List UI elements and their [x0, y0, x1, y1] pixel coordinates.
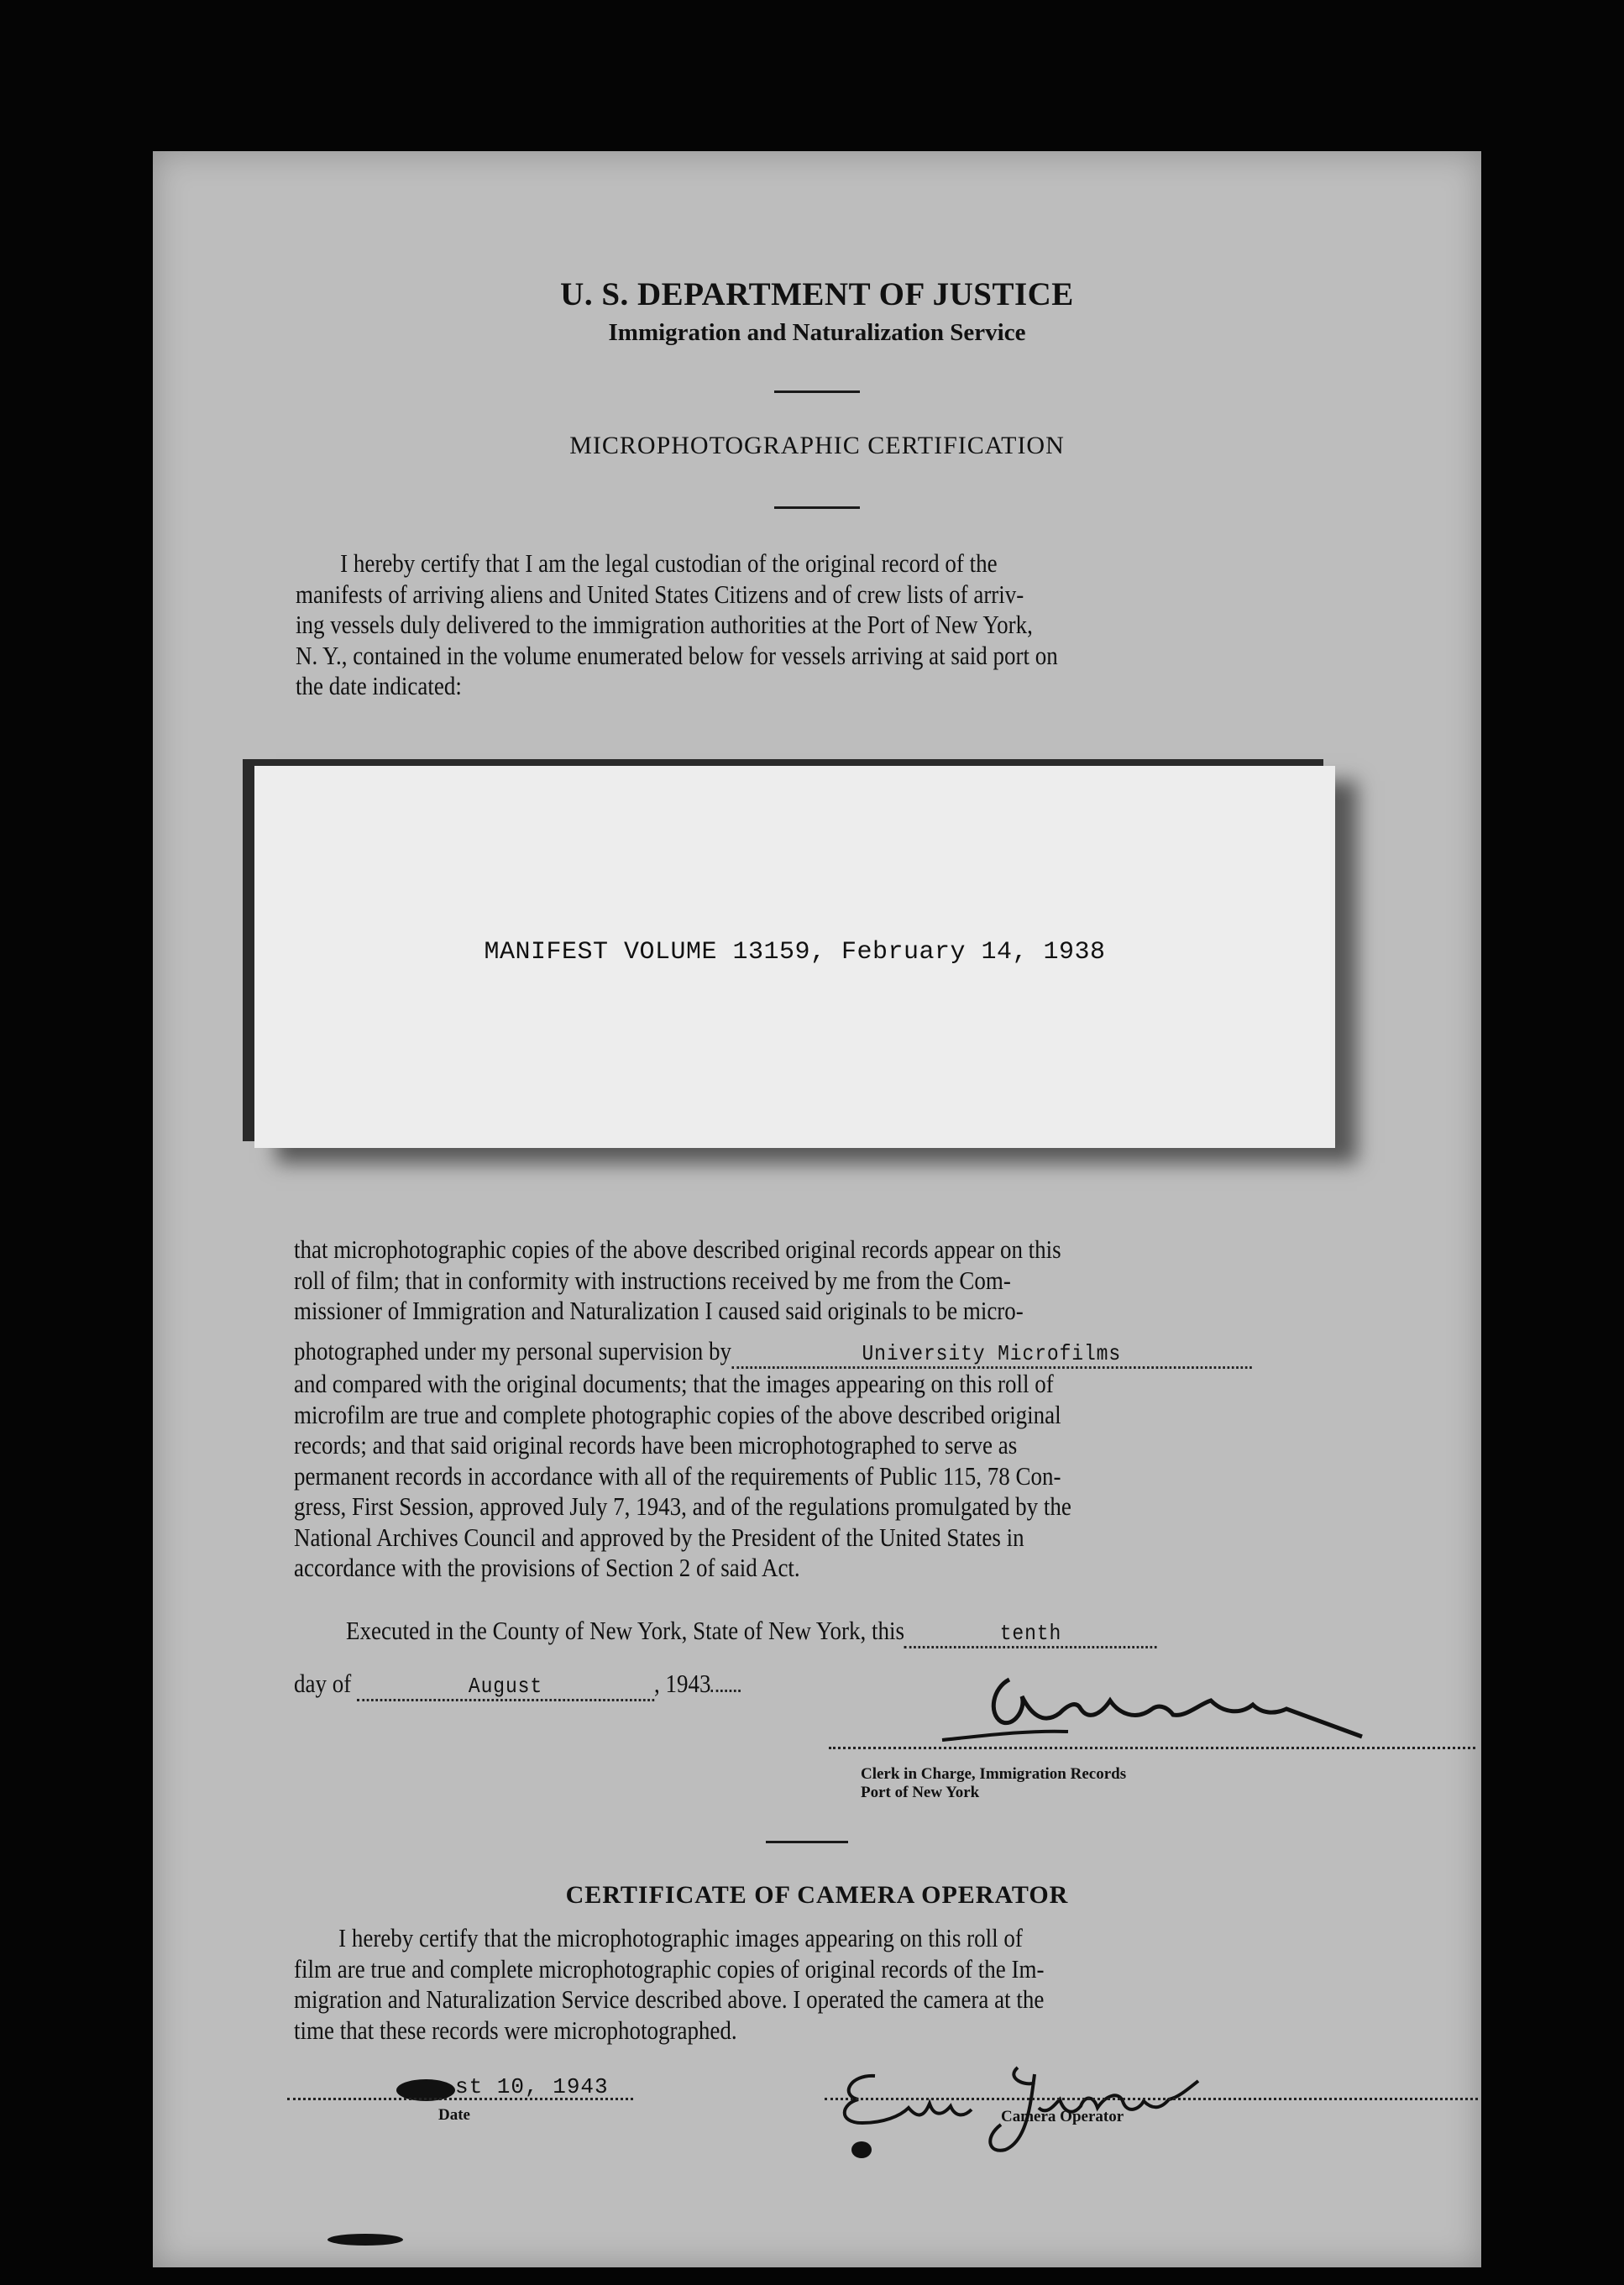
ink-mark [851, 2141, 872, 2158]
intro-line: N. Y., contained in the volume enumerated below for vessels arriving at said port on [296, 641, 1058, 670]
camera-line: I hereby certify that the microphotographic images appearing on this roll of [338, 1924, 1023, 1952]
department-heading: U. S. DEPARTMENT OF JUSTICE [560, 276, 1074, 312]
divider [774, 390, 860, 393]
executed-line [346, 1617, 1157, 1648]
supervision-field [731, 1337, 1252, 1369]
manifest-volume-text: MANIFEST VOLUME 13159, February 14, 1938 [484, 938, 1106, 967]
body-line: that microphotographic copies of the above described original records appear on this [294, 1235, 1061, 1264]
film-mark [327, 2234, 403, 2246]
month-value: August [468, 1674, 543, 1699]
operator-label: Camera Operator [1001, 2108, 1124, 2125]
body-line: roll of film; that in conformity with instructions received by me from the Com- [294, 1266, 1011, 1295]
body-line: accordance with the provisions of Section 2 of said Act. [294, 1554, 800, 1582]
month-field [357, 1669, 654, 1701]
executed-prefix: Executed in the County of New York, State of New York, this [346, 1617, 905, 1645]
day-value: tenth [999, 1621, 1062, 1646]
day-prefix: day of [294, 1669, 352, 1698]
year-text: , 1943 [653, 1669, 711, 1698]
operator-line [825, 2098, 1478, 2100]
day-field [904, 1617, 1157, 1648]
body-line: microfilm are true and complete photographic copies of the above described original [294, 1400, 1061, 1429]
clerk-signature [909, 1663, 1379, 1755]
clerk-title [861, 1765, 1126, 1802]
camera-date-value: st 10, 1943 [455, 2074, 609, 2099]
certification-title: MICROPHOTOGRAPHIC CERTIFICATION [569, 432, 1065, 459]
date-label: Date [438, 2106, 470, 2124]
body-paragraph-continued [294, 1369, 1349, 1584]
camera-line: film are true and complete microphotographic copies of original records of the Im- [294, 1954, 1045, 1984]
body-paragraph [294, 1234, 1349, 1327]
intro-paragraph [296, 548, 1346, 702]
camera-line: migration and Naturalization Service described above. I operated the camera at the [294, 1985, 1045, 2014]
intro-line: manifests of arriving aliens and United States Citizens and of crew lists of arriv- [296, 579, 1024, 609]
supervision-prefix: photographed under my personal supervision by [294, 1337, 732, 1365]
divider [766, 1841, 848, 1843]
body-line: gress, First Session, approved July 7, 1943, and of the regulations promulgated by the [294, 1492, 1071, 1521]
intro-line: the date indicated: [296, 672, 462, 700]
body-line: National Archives Council and approved by the President of the United States in [294, 1522, 1024, 1552]
intro-line: I hereby certify that I am the legal custodian of the original record of the [340, 549, 998, 578]
service-subheading: Immigration and Naturalization Service [608, 319, 1026, 346]
camera-paragraph [294, 1923, 1349, 2046]
body-line: records; and that said original records have been microphotographed to serve as [294, 1431, 1018, 1460]
certificate-sheet [153, 151, 1481, 2267]
body-line: and compared with the original documents; that the images appearing on this roll of [294, 1370, 1054, 1398]
date-line [287, 2098, 633, 2100]
clerk-office-line: Port of New York [861, 1784, 980, 1801]
intro-line: ing vessels duly delivered to the immigration authorities at the Port of New York, [296, 611, 1033, 639]
supervision-value: University Microfilms [862, 1341, 1122, 1366]
body-line: permanent records in accordance with all of the requirements of Public 115, 78 Con- [294, 1461, 1061, 1491]
supervision-line [294, 1337, 1349, 1369]
manifest-volume-card [254, 766, 1335, 1148]
divider [774, 506, 860, 509]
camera-certificate-title: CERTIFICATE OF CAMERA OPERATOR [565, 1881, 1069, 1909]
clerk-title-line: Clerk in Charge, Immigration Records [861, 1765, 1127, 1783]
date-line [294, 1669, 741, 1701]
clerk-signature-line [829, 1747, 1475, 1749]
body-line: missioner of Immigration and Naturalization I caused said originals to be micro- [294, 1297, 1024, 1325]
camera-line: time that these records were microphotographed. [294, 2015, 737, 2045]
